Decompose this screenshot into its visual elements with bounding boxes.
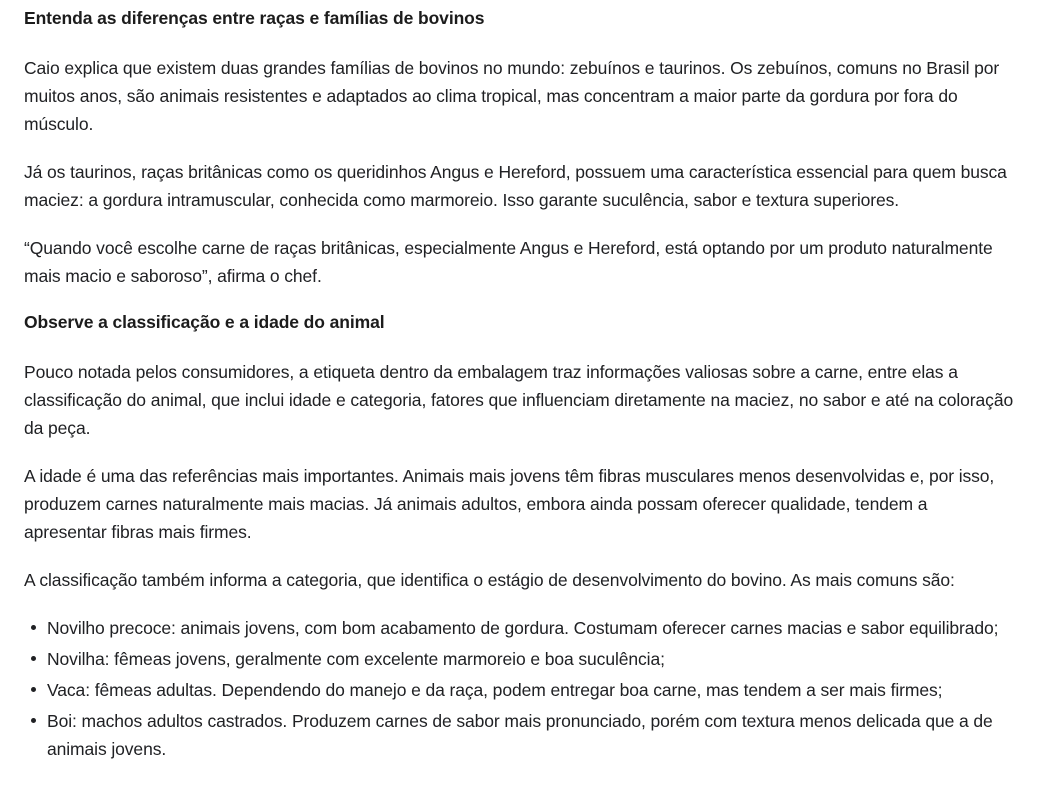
paragraph-british-breeds: Já os taurinos, raças britânicas como os queridinhos Angus e Hereford, possuem uma característica essencial para quem busca maciez: a gordura intramuscular, conhecida como marmoreio. Isso garante suculência, sabor e textura superiores. <box>24 162 1007 210</box>
list-item-novilha <box>24 645 1014 673</box>
paragraph-zebu-taurine: Caio explica que existem duas grandes famílias de bovinos no mundo: zebuínos e taurinos. Os zebuínos, comuns no Brasil por muitos anos, são animais resistentes e adaptados ao clima tropical, mas concentram a maior parte da gordura por fora do músculo. <box>24 58 1000 134</box>
bullet-icon <box>31 625 36 630</box>
paragraph-chef-quote: “Quando você escolhe carne de raças britânicas, especialmente Angus e Hereford, está optando por um produto naturalmente mais macio e saboroso”, afirma o chef. <box>24 238 993 286</box>
list-item-text: Novilho precoce: animais jovens, com bom acabamento de gordura. Costumam oferecer carnes macias e sabor equilibrado; <box>47 618 999 638</box>
list-item-text: Boi: machos adultos castrados. Produzem carnes de sabor mais pronunciado, porém com textura menos delicada que a de animais jovens. <box>47 711 993 759</box>
list-item-text: Novilha: fêmeas jovens, geralmente com excelente marmoreio e boa suculência; <box>47 649 665 669</box>
bullet-icon <box>31 718 36 723</box>
paragraph-age-reference: A idade é uma das referências mais importantes. Animais mais jovens têm fibras musculares menos desenvolvidas e, por isso, produzem carnes naturalmente mais macias. Já animais adultos, embora ainda possam oferecer qualidade, tendem a apresentar fibras mais firmes. <box>24 466 995 542</box>
bullet-icon <box>31 656 36 661</box>
paragraph-label-info: Pouco notada pelos consumidores, a etiqueta dentro da embalagem traz informações valiosas sobre a carne, entre elas a classificação do animal, que inclui idade e categoria, fatores que influenciam diretamente na maciez, no sabor e até na coloração da peça. <box>24 362 1014 438</box>
list-item-vaca <box>24 676 1014 704</box>
category-list <box>24 614 1014 763</box>
section-heading-classification: Observe a classificação e a idade do animal <box>24 312 385 332</box>
section-heading-breeds: Entenda as diferenças entre raças e famílias de bovinos <box>24 8 485 28</box>
list-item-text: Vaca: fêmeas adultas. Dependendo do manejo e da raça, podem entregar boa carne, mas tendem a ser mais firmes; <box>47 680 943 700</box>
list-item-novilho-precoce <box>24 614 1014 642</box>
paragraph-category-intro: A classificação também informa a categoria, que identifica o estágio de desenvolvimento do bovino. As mais comuns são: <box>24 570 955 590</box>
bullet-icon <box>31 687 36 692</box>
list-item-boi <box>24 707 1014 763</box>
